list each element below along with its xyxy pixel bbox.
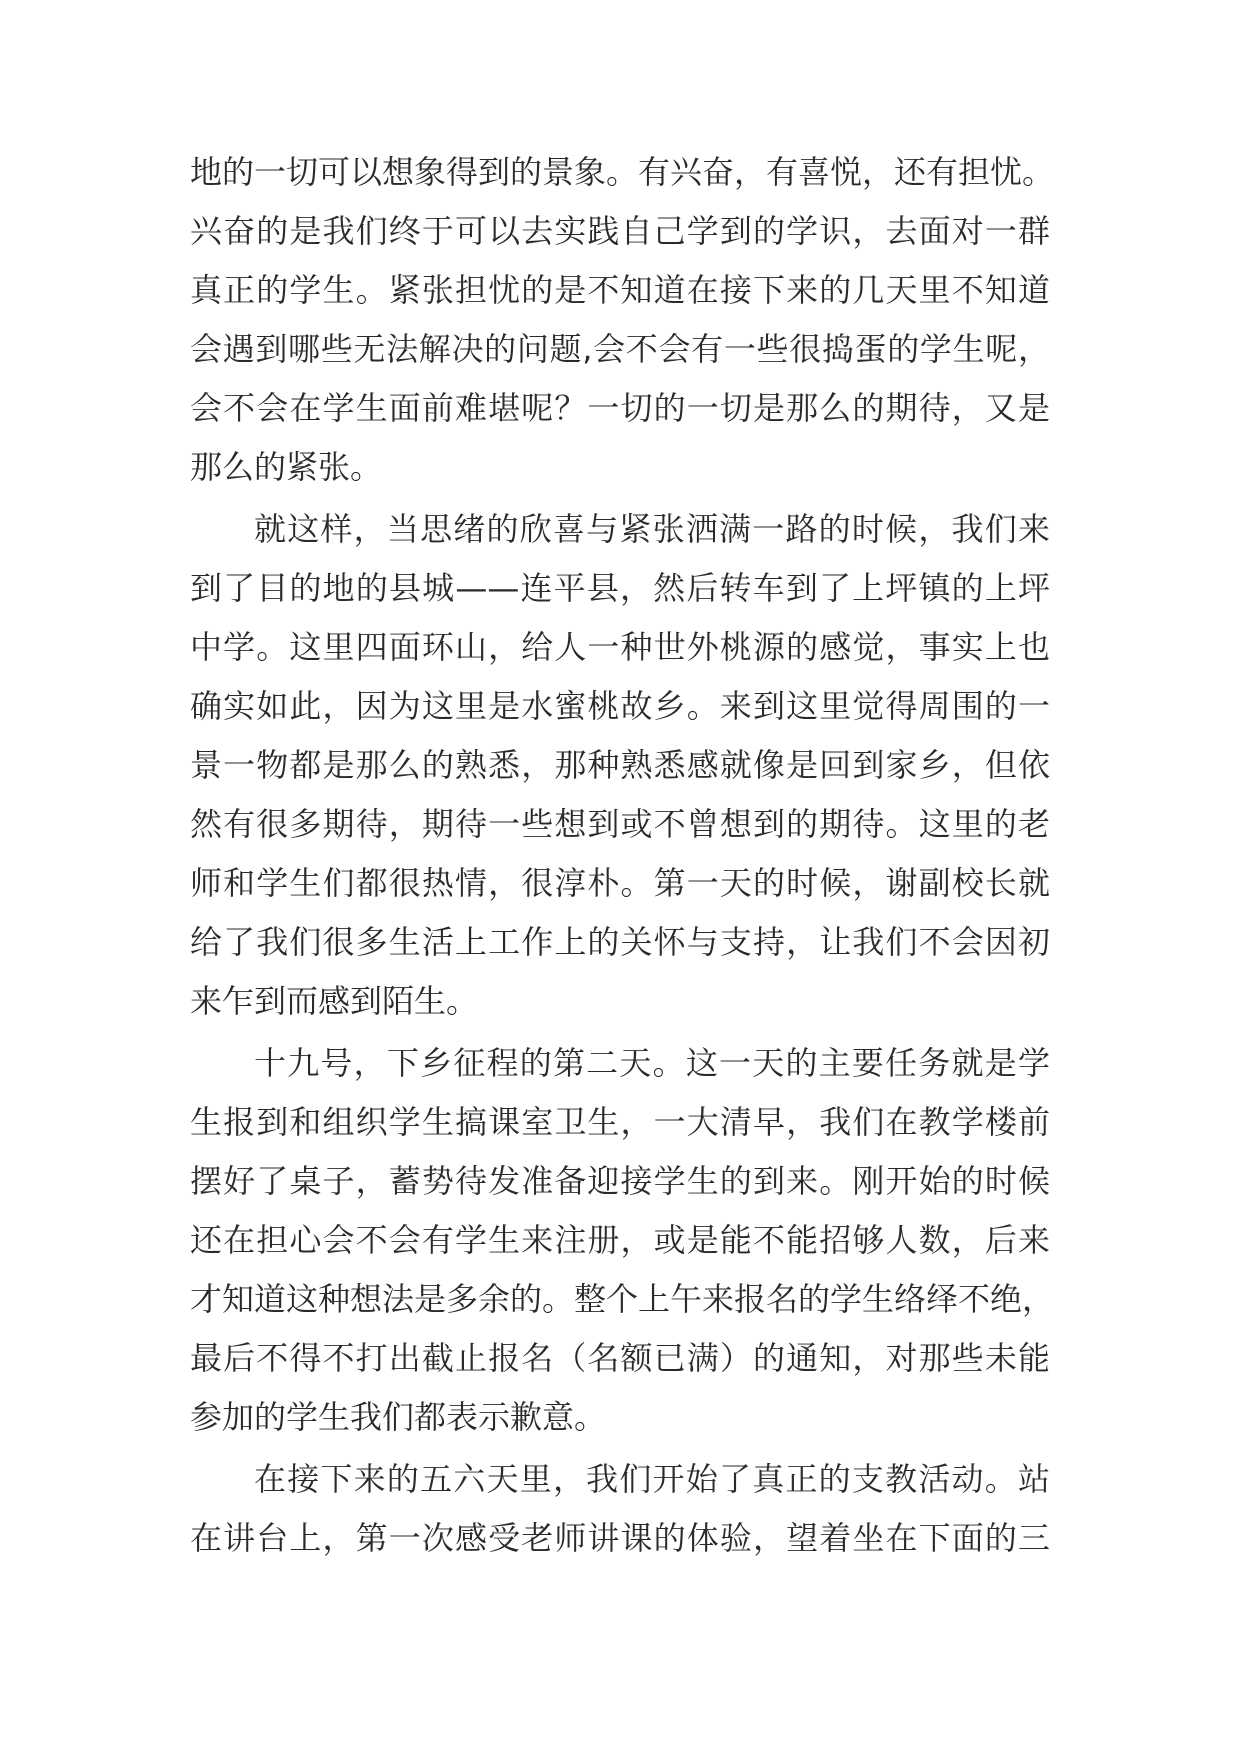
text-line: 在讲台上，第一次感受老师讲课的体验，望着坐在下面的三 (190, 1519, 1050, 1557)
text-line: 还在担心会不会有学生来注册，或是能不能招够人数，后来 (190, 1221, 1050, 1259)
text-line: 生报到和组织学生搞课室卫生，一大清早，我们在教学楼前 (190, 1103, 1050, 1141)
text-line: 在接下来的五六天里，我们开始了真正的支教活动。站 (254, 1460, 1050, 1498)
text-line: 来乍到而感到陌生。 (190, 982, 479, 1020)
text-line: 然有很多期待，期待一些想到或不曾想到的期待。这里的老 (190, 805, 1050, 843)
text-line: 十九号，下乡征程的第二天。这一天的主要任务就是学 (254, 1044, 1050, 1082)
text-line: 确实如此，因为这里是水蜜桃故乡。来到这里觉得周围的一 (190, 687, 1050, 725)
text-line: 到了目的地的县城——连平县，然后转车到了上坪镇的上坪 (190, 569, 1050, 607)
text-line: 参加的学生我们都表示歉意。 (190, 1398, 607, 1436)
text-line: 才知道这种想法是多余的。整个上午来报名的学生络绎不绝， (190, 1280, 1055, 1318)
text-line: 最后不得不打出截止报名（名额已满）的通知，对那些未能 (190, 1339, 1050, 1377)
text-line: 地的一切可以想象得到的景象。有兴奋，有喜悦，还有担忧。 (190, 153, 1055, 191)
text-line: 会遇到哪些无法解决的问题,会不会有一些很捣蛋的学生呢， (190, 330, 1050, 368)
text-line: 给了我们很多生活上工作上的关怀与支持，让我们不会因初 (190, 923, 1050, 961)
text-line: 景一物都是那么的熟悉，那种熟悉感就像是回到家乡，但依 (190, 746, 1050, 784)
text-line: 兴奋的是我们终于可以去实践自己学到的学识，去面对一群 (190, 212, 1050, 250)
text-line: 真正的学生。紧张担忧的是不知道在接下来的几天里不知道 (190, 271, 1050, 309)
text-line: 会不会在学生面前难堪呢？一切的一切是那么的期待，又是 (190, 389, 1050, 427)
text-line: 中学。这里四面环山，给人一种世外桃源的感觉，事实上也 (190, 628, 1050, 666)
text-line: 就这样，当思绪的欣喜与紧张洒满一路的时候，我们来 (254, 510, 1050, 548)
text-line: 那么的紧张。 (190, 448, 383, 486)
text-line: 摆好了桌子，蓄势待发准备迎接学生的到来。刚开始的时候 (190, 1162, 1050, 1200)
text-line: 师和学生们都很热情，很淳朴。第一天的时候，谢副校长就 (190, 864, 1050, 902)
